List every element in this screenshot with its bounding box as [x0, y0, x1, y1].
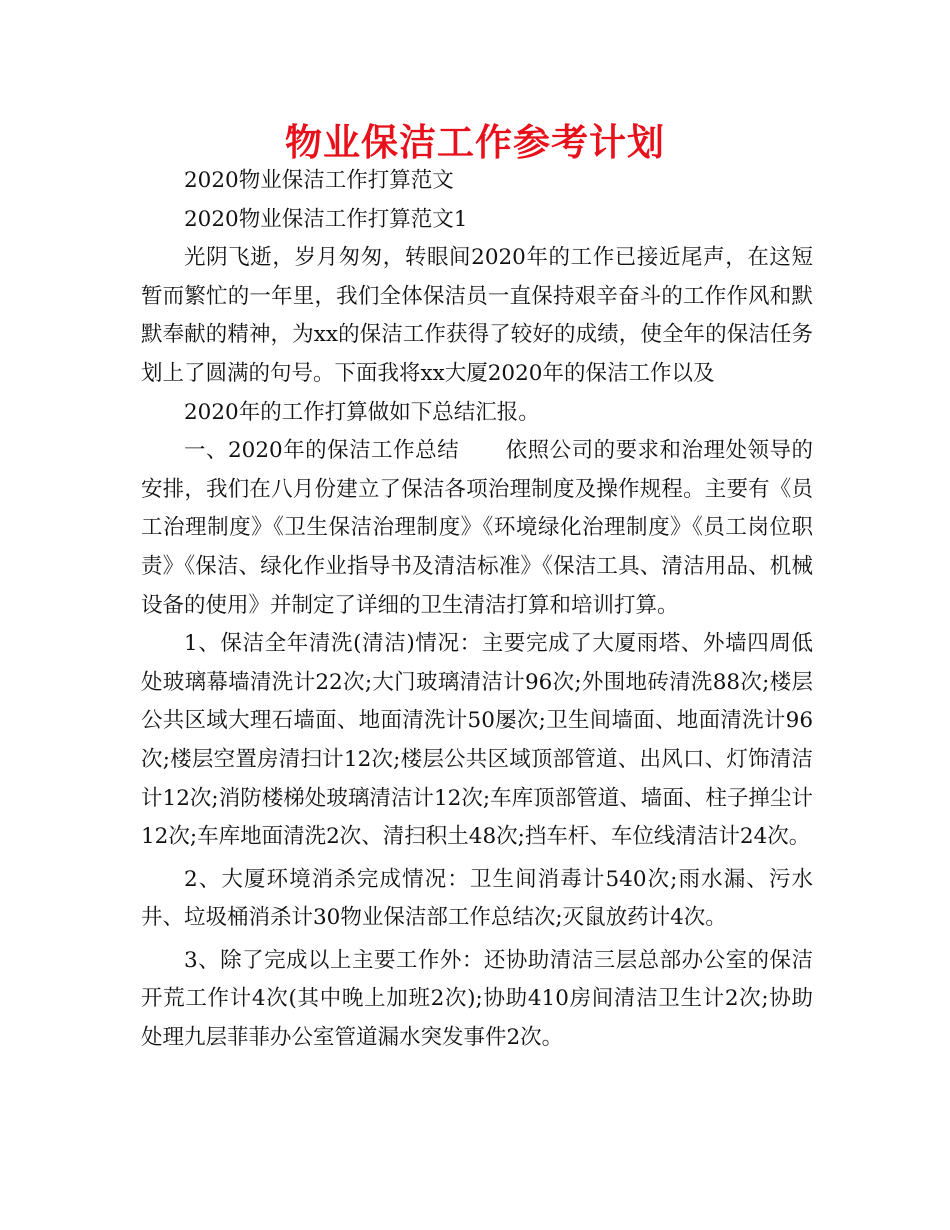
document-title: 物业保洁工作参考计划: [285, 121, 665, 164]
paragraph-item-1: 1、保洁全年清洗(清洁)情况：主要完成了大厦雨塔、外墙四周低处玻璃幕墙清洗计22次;大门玻璃清洁计96次;外围地砖清洗88次;楼层公共区域大理石墙面、地面清洗计50屡次;卫生间墙面、地面清洗计96次;楼层空置房清扫计12次;楼层公共区域顶部管道、出风口、灯饰清洁计12次;消防楼梯处玻璃清洁计12次;车库顶部管道、墙面、柱子掸尘计12次;车库地面清洗2次、清扫积土48次;挡车杆、车位线清洁计24次。: [141, 631, 813, 850]
paragraph-subtitle-1: 2020物业保洁工作打算范文1: [184, 206, 468, 232]
paragraph-intro: 光阴飞逝，岁月匆匆，转眼间2020年的工作已接近尾声，在这短暂而繁忙的一年里，我们全体保洁员一直保持艰辛奋斗的工作作风和默默奉献的精神，为xx的保洁工作获得了较好的成绩，使全年的保洁任务划上了圆满的句号。下面我将xx大厦2020年的保洁工作以及: [141, 245, 813, 386]
document-body: [141, 162, 813, 1058]
section-1-heading: 一、2020年的保洁工作总结: [184, 438, 460, 464]
paragraph-section-1: [141, 432, 813, 625]
paragraph-item-3: 3、除了完成以上主要工作外：还协助清洁三层总部办公室的保洁开荒工作计4次(其中晚上加班2次);协助410房间清洁卫生计2次;协助处理九层菲菲办公室管道漏水突发事件2次。: [141, 947, 813, 1051]
paragraph-item-2: 2、大厦环境消杀完成情况：卫生间消毒计540次;雨水漏、污水井、垃圾桶消杀计30物业保洁部工作总结次;灭鼠放药计4次。: [141, 866, 813, 931]
paragraph-subtitle: 2020物业保洁工作打算范文: [184, 168, 454, 193]
paragraph-intro-continued: 2020年的工作打算做如下总结汇报。: [184, 399, 540, 425]
section-1-text: 依照公司的要求和治理处领导的安排，我们在八月份建立了保洁各项治理制度及操作规程。主要有《员工治理制度》《卫生保洁治理制度》《环境绿化治理制度》《员工岗位职责》《保洁、绿化作业指导书及清洁标准》《保洁工具、清洁用品、机械设备的使用》并制定了详细的卫生清洁打算和培训打算。: [141, 438, 813, 618]
